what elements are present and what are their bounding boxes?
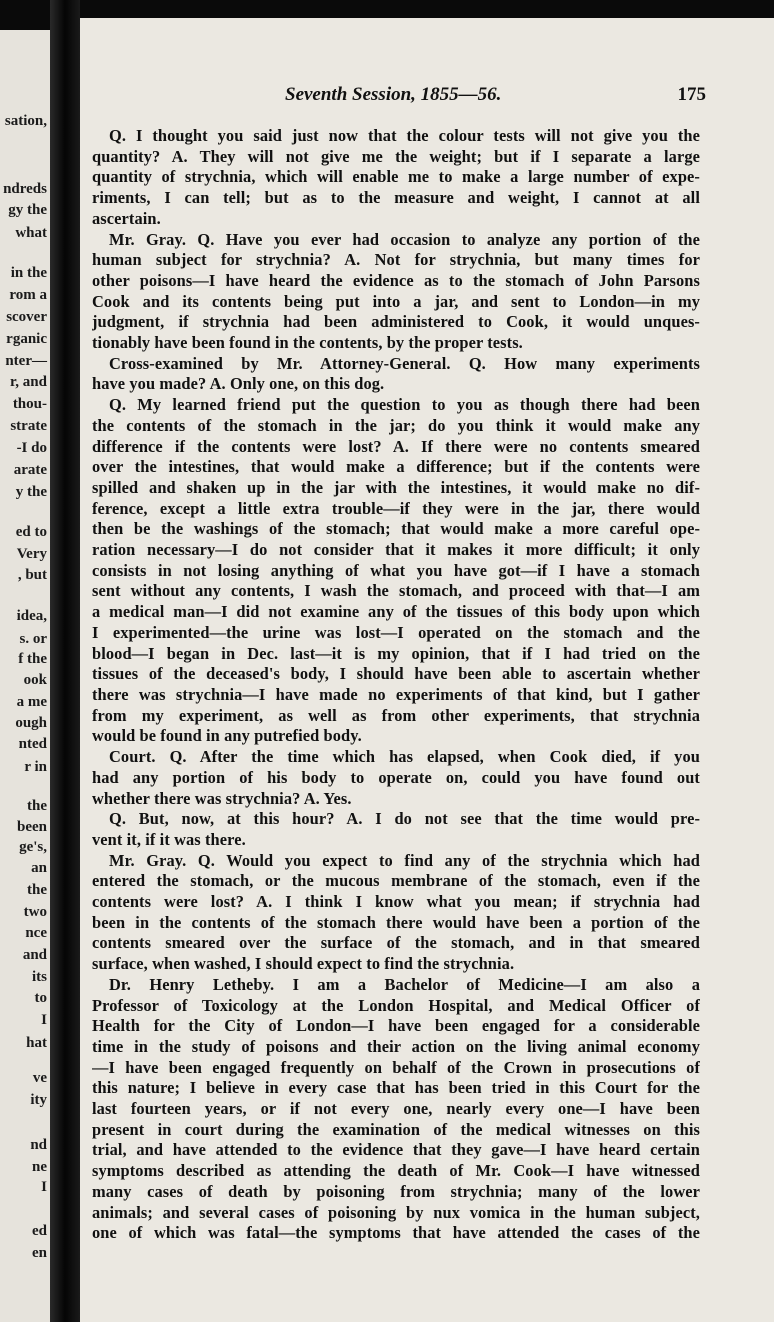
left-page-fragment: ed — [32, 1223, 47, 1239]
text-line: human subject for strychnia? A. Not for strychnia, but many times for — [92, 250, 700, 270]
left-page-fragment: what — [15, 225, 47, 241]
text-line: have you made? A. Only one, on this dog. — [92, 374, 385, 394]
left-page-fragment: strate — [10, 418, 47, 434]
text-line: Q. I thought you said just now that the colour tests will not give you the — [109, 126, 700, 145]
left-page-fragment: nce — [25, 925, 47, 941]
text-line: whether there was strychnia? A. Yes. — [92, 788, 352, 808]
text-line: quantity of strychnia, which will enable me to make a large number of expe- — [92, 167, 700, 187]
text-line: ascertain. — [92, 208, 161, 228]
left-facing-page — [0, 30, 50, 1322]
text-line: then be the washings of the stomach; that would make a more careful ope- — [92, 519, 700, 539]
left-page-fragment: nter— — [5, 353, 47, 369]
left-page-fragment: to — [34, 990, 47, 1006]
book-gutter — [50, 0, 80, 1322]
left-page-fragment: ed to — [15, 524, 47, 540]
text-line: tissues of the deceased's body, I should have been able to ascertain whether — [92, 664, 700, 684]
text-line: last fourteen years, or if not every one, nearly every one—I have been — [92, 1099, 700, 1119]
text-line: judgment, if strychnia had been administered to Cook, it would unques- — [92, 312, 700, 332]
running-title: Seventh Session, 1855—56. — [285, 84, 502, 105]
text-line: would be found in any putrefied body. — [92, 726, 362, 746]
text-line: been in the contents of the stomach there would have been a portion of the — [92, 912, 700, 932]
left-page-fragment: ge's, — [19, 839, 47, 855]
text-line: Mr. Gray. Q. Would you expect to find any of the strychnia which had — [109, 850, 700, 870]
text-line: contents were lost? A. I think I know what you mean; if strychnia had — [92, 892, 700, 912]
text-line: entered the stomach, or the mucous membrane of the stomach, even if the — [92, 871, 700, 891]
left-page-fragment: y the — [15, 484, 47, 500]
text-line: vent it, if it was there. — [92, 829, 246, 849]
text-line: surface, when washed, I should expect to find the strychnia. — [92, 954, 515, 974]
text-line: tionably have been found in the contents, by the proper tests. — [92, 333, 523, 353]
left-page-fragment: its — [32, 969, 47, 985]
text-line: this nature; I believe in every case that has been tried in this Court for the — [92, 1078, 700, 1098]
left-page-fragment: two — [23, 904, 47, 920]
right-page — [80, 18, 774, 1322]
left-page-fragment: nd — [30, 1137, 47, 1153]
text-line: a medical man—I did not examine any of the tissues of this body upon which — [92, 602, 700, 622]
text-line: had any portion of his body to operate on, could you have found out — [92, 767, 700, 787]
left-page-fragment: the — [27, 798, 47, 814]
text-line: there was strychnia—I have made no experiments of that kind, but I gather — [92, 684, 700, 704]
text-line: blood—I began in Dec. last—it is my opinion, that if I had tried on the — [92, 643, 700, 663]
left-page-fragment: ity — [30, 1092, 47, 1108]
left-page-fragment: a me — [16, 694, 47, 710]
text-line: Q. My learned friend put the question to you as though there had been — [109, 395, 700, 415]
left-page-fragment: the — [27, 882, 47, 898]
text-line: difference if the contents were lost? A. If there were no contents smeared — [92, 436, 700, 456]
text-line: Court. Q. After the time which has elapsed, when Cook died, if you — [109, 747, 700, 767]
left-page-fragment: idea, — [16, 608, 47, 624]
text-line: Cook and its contents being put into a jar, and sent to London—in my — [92, 291, 700, 311]
left-page-fragment: f the — [18, 651, 47, 667]
text-line: Dr. Henry Letheby. I am a Bachelor of Medicine—I am also a — [109, 974, 700, 994]
text-line: ference, except a little extra trouble—if they were in the jar, there would — [92, 498, 700, 518]
text-line: symptoms described as attending the death of Mr. Cook—I have witnessed — [92, 1161, 700, 1181]
left-page-fragment: s. or — [19, 631, 47, 647]
text-line: from my experiment, as well as from other experiments, that strychnia — [92, 705, 700, 725]
left-page-fragment: sation, — [4, 113, 47, 129]
left-page-fragment: gy the — [8, 202, 47, 218]
text-line: sent without any contents, I wash the stomach, and proceed with that—I am — [92, 581, 700, 601]
left-page-fragment: Very — [16, 546, 47, 562]
left-page-fragment: thou- — [12, 396, 47, 412]
left-page-fragment: ne — [32, 1159, 47, 1175]
body-text — [92, 126, 700, 1244]
left-page-fragment: I — [41, 1179, 47, 1195]
text-line: quantity? A. They will not give me the weight; but if I separate a large — [92, 146, 700, 166]
text-line: Health for the City of London—I have been engaged for a considerable — [92, 1016, 700, 1036]
page-number: 175 — [677, 84, 706, 105]
left-page-fragment: rom a — [9, 287, 47, 303]
left-page-fragment: ve — [32, 1070, 47, 1086]
text-line: one of which was fatal—the symptoms that have attended the cases of the — [92, 1223, 700, 1243]
text-line: animals; and several cases of poisoning by nux vomica in the human subject, — [92, 1202, 700, 1222]
left-page-fragment: r, and — [10, 374, 47, 390]
left-page-fragment: -I do — [16, 440, 47, 456]
text-line: Professor of Toxicology at the London Hospital, and Medical Officer of — [92, 995, 700, 1015]
left-page-fragment: I — [41, 1012, 47, 1028]
left-page-fragment: rganic — [6, 331, 47, 347]
left-page-fragment: in the — [10, 265, 47, 281]
left-page-fragment: ndreds — [3, 181, 47, 197]
text-line: over the intestines, that would make a difference; but if the contents were — [92, 457, 700, 477]
left-page-fragment: an — [31, 860, 47, 876]
text-line: spilled and shaken up in the jar with the intestines, it would make no dif- — [92, 477, 700, 497]
left-page-fragment: , but — [17, 567, 47, 583]
text-line: Q. But, now, at this hour? A. I do not see that the time would pre- — [109, 809, 700, 829]
text-line: riments, I can tell; but as to the measure and weight, I cannot at all — [92, 188, 700, 208]
left-page-fragment: and — [22, 947, 47, 963]
text-line: trial, and have attended to the evidence that they gave—I have heard certain — [92, 1140, 700, 1160]
text-line: Mr. Gray. Q. Have you ever had occasion to analyze any portion of the — [109, 229, 700, 249]
text-line: present in court during the examination of the medical witnesses on this — [92, 1119, 700, 1139]
left-page-fragment: nted — [18, 736, 47, 752]
left-page-fragment: hat — [26, 1035, 47, 1051]
text-line: the contents of the stomach in the jar; do you think it would make any — [92, 415, 700, 435]
left-page-fragment: r in — [24, 759, 47, 775]
left-page-fragment: arate — [13, 462, 47, 478]
text-line: ration necessary—I do not consider that it makes it more difficult; it only — [92, 540, 700, 560]
text-line: many cases of death by poisoning from strychnia; many of the lower — [92, 1181, 700, 1201]
text-line: other poisons—I have heard the evidence as to the stomach of John Parsons — [92, 270, 700, 290]
left-page-fragment: scover — [6, 309, 47, 325]
left-page-fragment: been — [17, 819, 47, 835]
left-page-fragment: ook — [23, 672, 47, 688]
text-line: Cross-examined by Mr. Attorney-General. Q. How many experiments — [109, 353, 700, 373]
text-line: —I have been engaged frequently on behalf of the Crown in prosecutions of — [92, 1057, 700, 1077]
left-page-fragment: en — [32, 1245, 47, 1261]
text-line: time in the study of poisons and their action on the living animal economy — [92, 1036, 700, 1056]
text-line: contents smeared over the surface of the stomach, and in that smeared — [92, 933, 700, 953]
left-page-fragment: ough — [15, 715, 47, 731]
text-line: I experimented—the urine was lost—I operated on the stomach and the — [92, 622, 700, 642]
text-line: consists in not losing anything of what you have got—if I have a stomach — [92, 560, 700, 580]
